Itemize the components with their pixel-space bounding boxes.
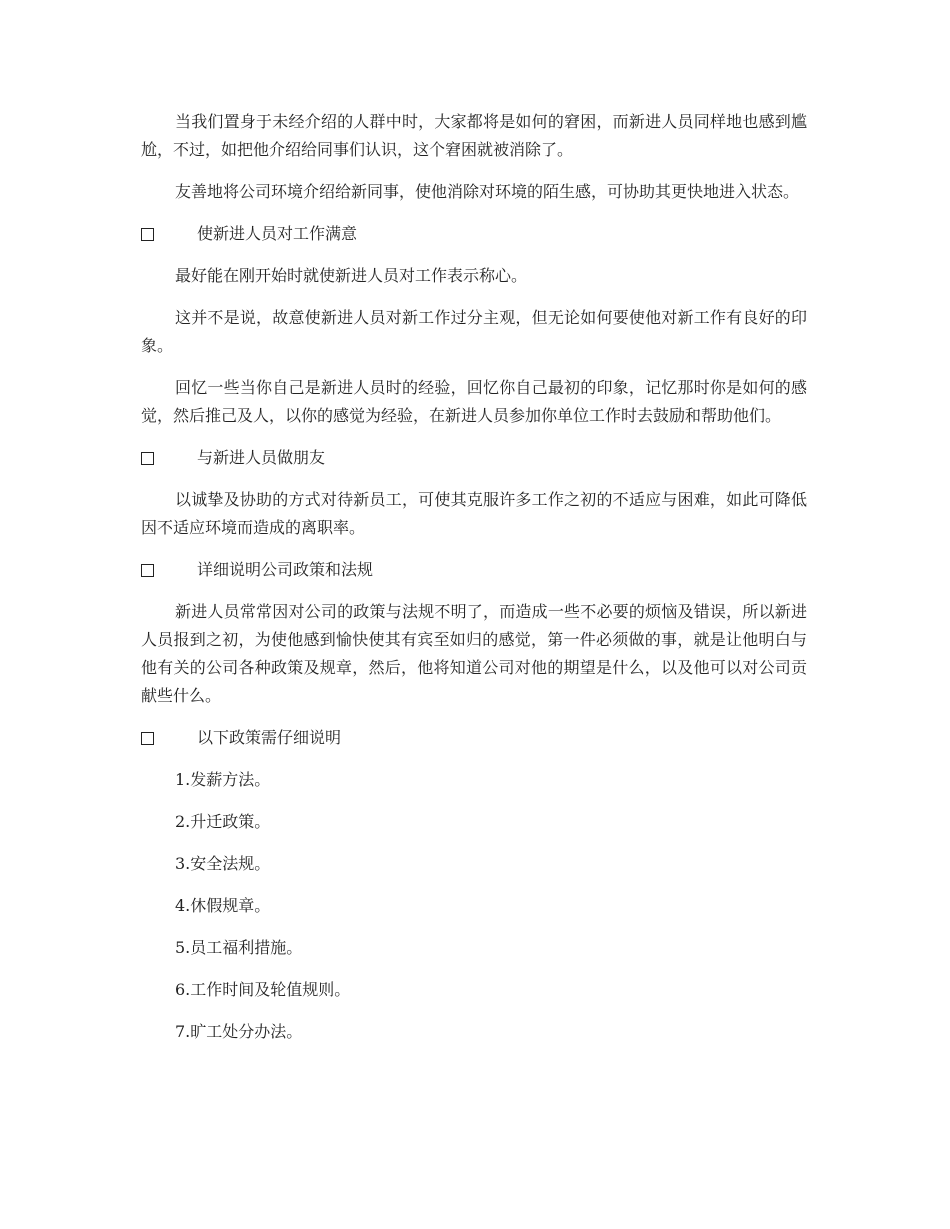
list-item: 4.休假规章。 bbox=[175, 896, 271, 915]
list-item: 6.工作时间及轮值规则。 bbox=[175, 980, 351, 999]
section-heading-text: 详细说明公司政策和法规 bbox=[197, 560, 374, 579]
section-heading bbox=[141, 220, 807, 248]
checkbox-square-icon bbox=[141, 228, 154, 241]
section-heading-text: 使新进人员对工作满意 bbox=[197, 224, 358, 243]
section-heading-text: 以下政策需仔细说明 bbox=[197, 728, 342, 747]
list-item: 1.发薪方法。 bbox=[175, 770, 271, 789]
section-heading-text: 与新进人员做朋友 bbox=[197, 448, 326, 467]
list-item: 7.旷工处分办法。 bbox=[175, 1022, 303, 1041]
paragraph: 回忆一些当你自己是新进人员时的经验，回忆你自己最初的印象，记忆那时你是如何的感觉，然后推己及人，以你的感觉为经验，在新进人员参加你单位工作时去鼓励和帮助他们。 bbox=[141, 378, 807, 425]
list-item: 3.安全法规。 bbox=[175, 854, 271, 873]
paragraph: 以诚挚及协助的方式对待新员工，可使其克服许多工作之初的不适应与困难，如此可降低因不适应环境而造成的离职率。 bbox=[141, 490, 807, 537]
document-page bbox=[141, 108, 807, 1060]
paragraph: 新进人员常常因对公司的政策与法规不明了，而造成一些不必要的烦恼及错误，所以新进人员报到之初，为使他感到愉快使其有宾至如归的感觉，第一件必须做的事，就是让他明白与他有关的公司各种政策及规章，然后，他将知道公司对他的期望是什么，以及他可以对公司贡献些什么。 bbox=[141, 602, 807, 705]
list-item: 2.升迁政策。 bbox=[175, 812, 271, 831]
list-item: 5.员工福利措施。 bbox=[175, 938, 303, 957]
section-heading bbox=[141, 556, 807, 584]
checkbox-square-icon bbox=[141, 732, 154, 745]
checkbox-square-icon bbox=[141, 452, 154, 465]
paragraph: 当我们置身于未经介绍的人群中时，大家都将是如何的窘困，而新进人员同样地也感到尴尬，不过，如把他介绍给同事们认识，这个窘困就被消除了。 bbox=[141, 112, 807, 159]
section-heading bbox=[141, 444, 807, 472]
paragraph: 友善地将公司环境介绍给新同事，使他消除对环境的陌生感，可协助其更快地进入状态。 bbox=[175, 182, 800, 201]
paragraph: 最好能在刚开始时就使新进人员对工作表示称心。 bbox=[175, 266, 528, 285]
paragraph: 这并不是说，故意使新进人员对新工作过分主观，但无论如何要使他对新工作有良好的印象。 bbox=[141, 308, 807, 355]
checkbox-square-icon bbox=[141, 564, 154, 577]
section-heading bbox=[141, 724, 807, 752]
